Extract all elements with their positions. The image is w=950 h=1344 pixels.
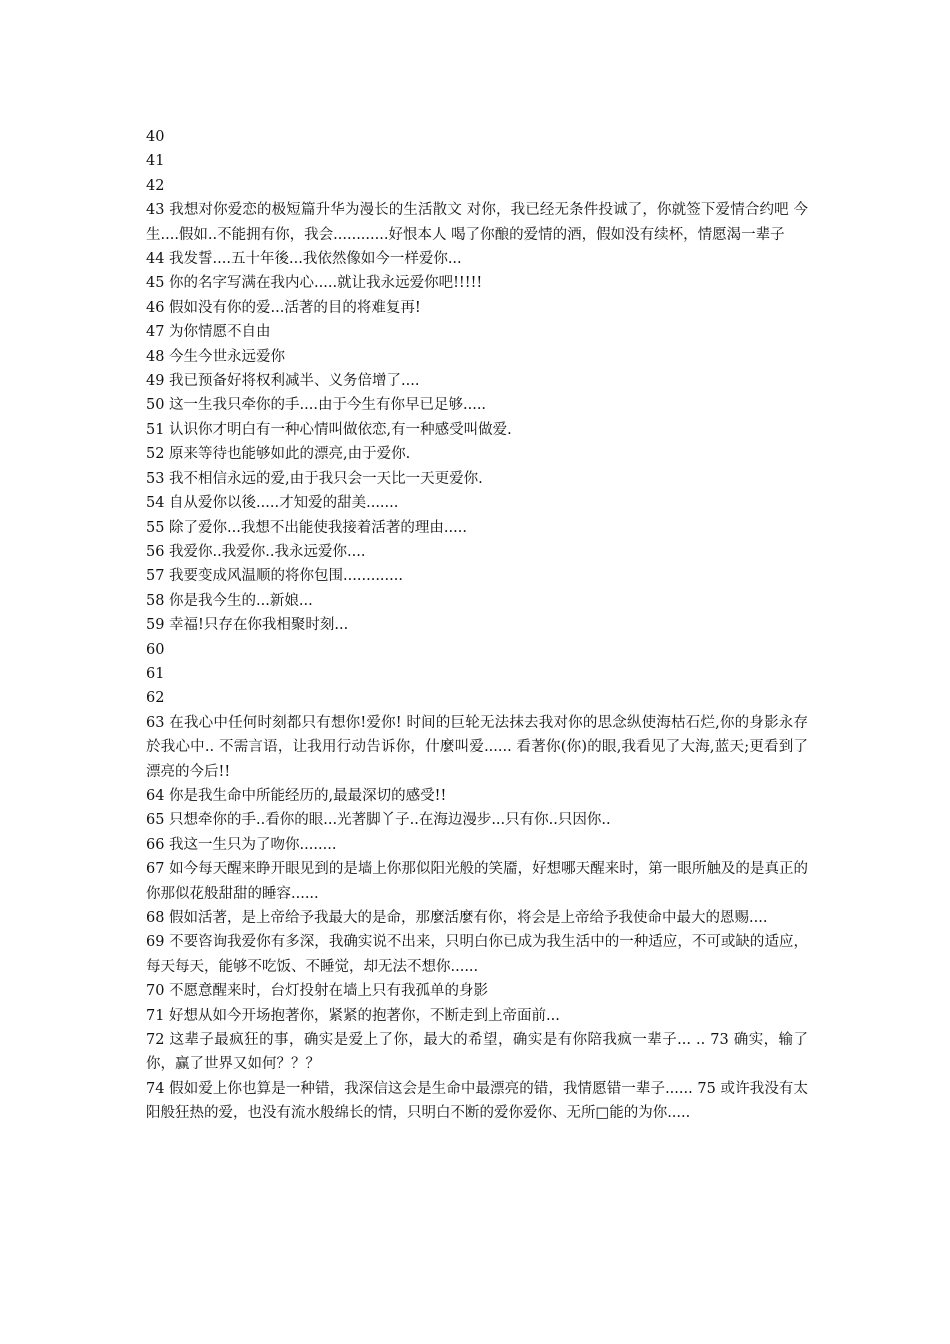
line-42: 42	[146, 177, 165, 194]
line-71: 71 好想从如今开场抱著你，紧紧的抱著你，不断走到上帝面前...	[146, 1007, 560, 1024]
line-68: 68 假如活著，是上帝给予我最大的是命，那麼活麼有你，将会是上帝给予我使命中最大的恩赐....	[146, 910, 768, 926]
document-page	[146, 125, 808, 1126]
line-54: 54 自从爱你以後.....才知爱的甜美.......	[146, 495, 399, 512]
line-55: 55 除了爱你...我想不出能使我接着活著的理由.....	[146, 519, 467, 536]
line-74-75: 74 假如爱上你也算是一种错，我深信这会是生命中最漂亮的错，我情愿错一辈子...... 75 或许我没有太阳般狂热的爱，也没有流水般绵长的情，只明白不断的爱你爱你、无所□能的为你.....	[146, 1080, 808, 1122]
line-40: 40	[146, 129, 165, 145]
line-46: 46 假如没有你的爱...活著的目的将难复再!	[146, 299, 421, 316]
line-49: 49 我已预备好将权利减半、义务倍增了....	[146, 373, 420, 390]
line-64: 64 你是我生命中所能经历的,最最深切的感受!!	[146, 787, 447, 804]
line-72-73: 72 这辈子最疯狂的事，确实是爱上了你，最大的希望，确实是有你陪我疯一辈子... .. 73 确实，输了你，赢了世界又如何？？？	[146, 1032, 808, 1073]
line-57: 57 我要变成风温顺的将你包围.............	[146, 568, 403, 585]
line-60: 60	[146, 641, 165, 658]
line-67: 67 如今每天醒来睁开眼见到的是墙上你那似阳光般的笑靥，好想哪天醒来时，第一眼所触及的是真正的你那似花般甜甜的睡容......	[146, 861, 808, 902]
line-52: 52 原来等待也能够如此的漂亮,由于爱你.	[146, 446, 411, 463]
line-43: 43 我想对你爱恋的极短篇升华为漫长的生活散文 对你，我已经无条件投诚了，你就签下爱情合约吧 今生....假如..不能拥有你，我会............好恨本人 喝了你酿的爱情的酒，假如没有续杯，情愿渴一辈子	[146, 202, 808, 243]
line-53: 53 我不相信永远的爱,由于我只会一天比一天更爱你.	[146, 470, 483, 487]
line-51: 51 认识你才明白有一种心情叫做依恋,有一种感受叫做爱.	[146, 421, 512, 438]
line-65: 65 只想牵你的手..看你的眼...光著脚丫子..在海边漫步...只有你..只因你..	[146, 812, 611, 829]
line-66: 66 我这一生只为了吻你........	[146, 836, 337, 853]
line-45: 45 你的名字写满在我内心.....就让我永远爱你吧!!!!!	[146, 275, 483, 292]
line-48: 48 今生今世永远爱你	[146, 348, 286, 365]
line-44: 44 我发誓....五十年後...我依然像如今一样爱你...	[146, 251, 462, 268]
line-58: 58 你是我今生的...新娘...	[146, 592, 313, 609]
line-70: 70 不愿意醒来时，台灯投射在墙上只有我孤单的身影	[146, 983, 489, 1000]
line-61: 61	[146, 665, 165, 682]
line-62: 62	[146, 690, 165, 707]
line-69: 69 不要咨询我爱你有多深，我确实说不出来，只明白你已成为我生活中的一种适应，不可或缺的适应，每天每天，能够不吃饭、不睡觉，却无法不想你......	[146, 934, 808, 975]
line-50: 50 这一生我只牵你的手....由于今生有你早已足够.....	[146, 397, 487, 414]
line-59: 59 幸福!只存在你我相聚时刻...	[146, 617, 349, 634]
line-56: 56 我爱你..我爱你..我永远爱你....	[146, 543, 366, 560]
line-41: 41	[146, 153, 165, 170]
line-63: 63 在我心中任何时刻都只有想你!爱你! 时间的巨轮无法抹去我对你的思念纵使海枯石烂,你的身影永存於我心中.. 不需言语，让我用行动告诉你，什麼叫爱...... 看著你(你)的眼,我看见了大海,蓝天;更看到了漂亮的今后!!	[146, 714, 808, 780]
line-47: 47 为你情愿不自由	[146, 324, 271, 341]
